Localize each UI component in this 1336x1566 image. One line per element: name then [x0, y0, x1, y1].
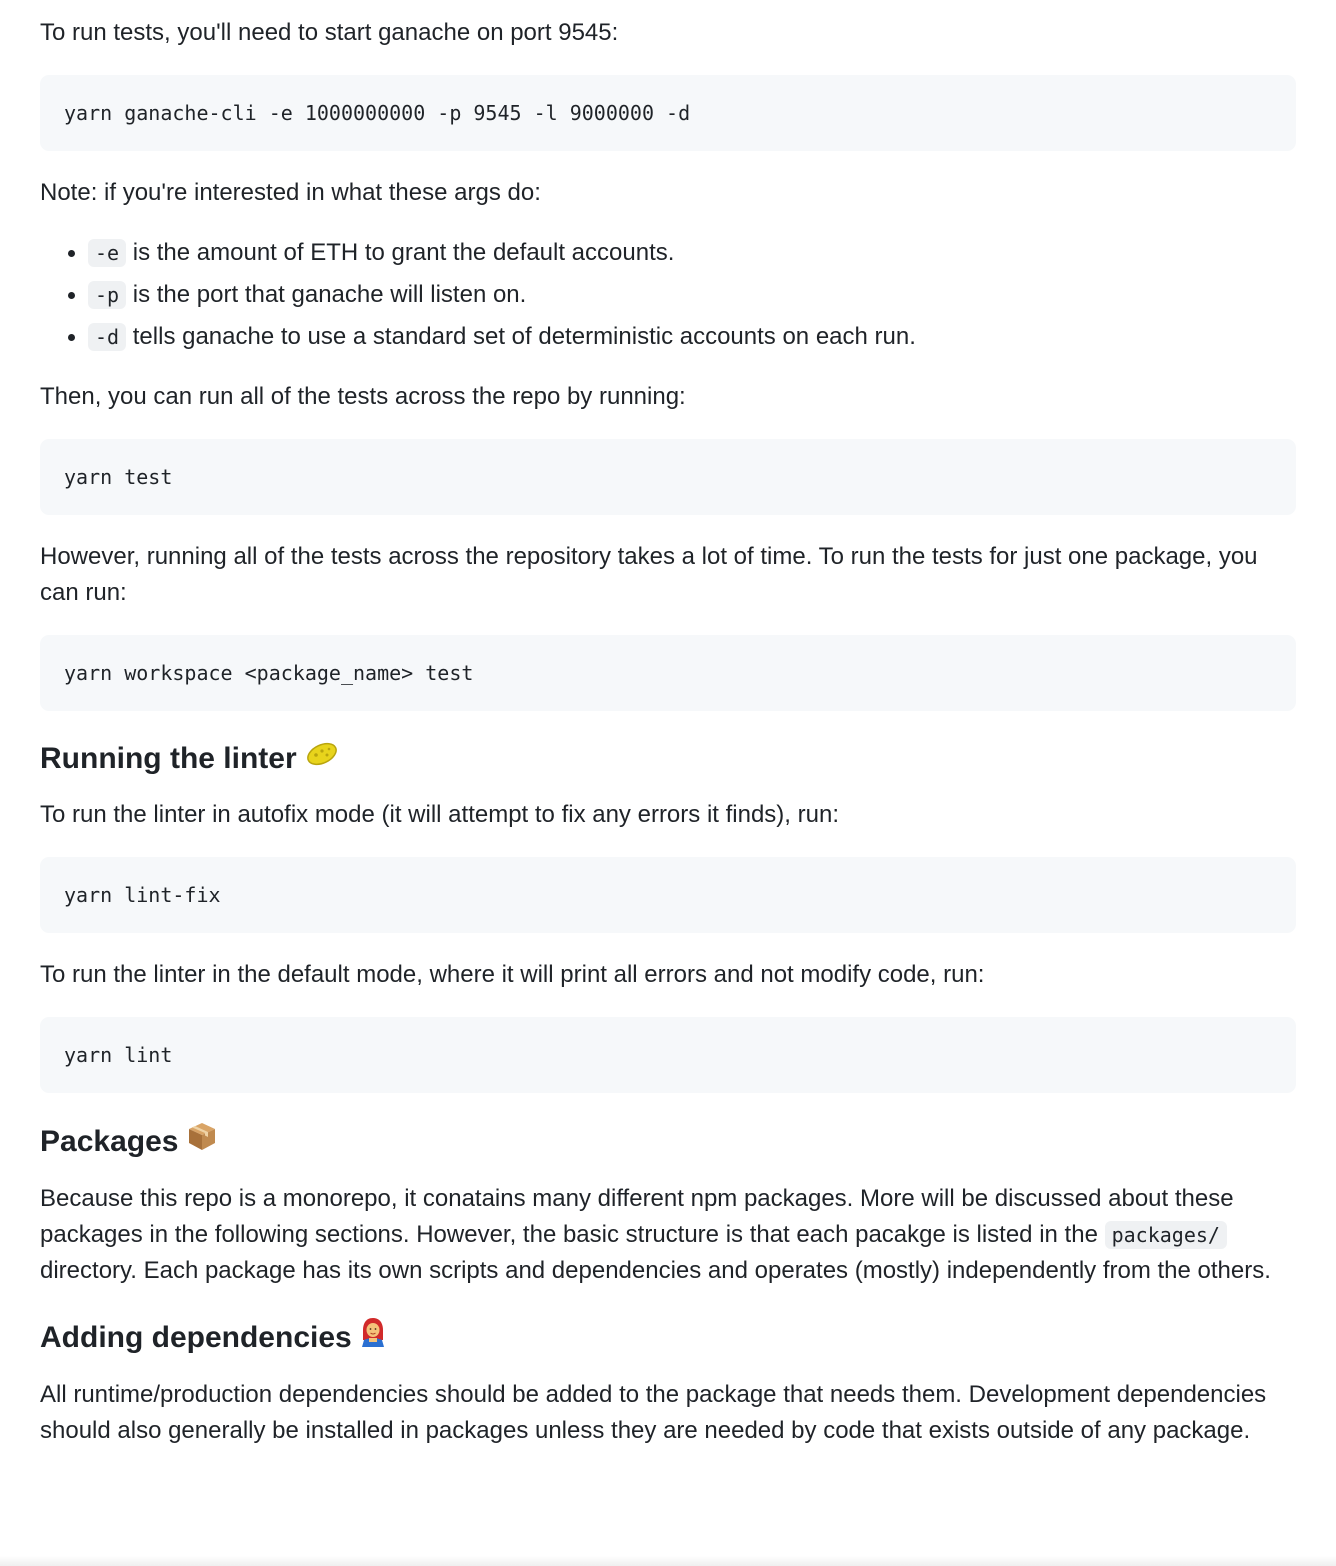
run-all-tests-block[interactable]: yarn test [40, 439, 1296, 515]
args-list [40, 235, 1296, 355]
ganache-command-block[interactable]: yarn ganache-cli -e 1000000000 -p 9545 -l 9000000 -d [40, 75, 1296, 151]
deps-heading-text: Adding dependencies [40, 1320, 352, 1354]
bottom-fade [0, 1556, 1336, 1566]
packages-text [40, 1181, 1296, 1289]
default-lint-intro: To run the linter in the default mode, where it will print all errors and not modify code, run: [40, 961, 985, 988]
packages-text-before: Because this repo is a monorepo, it conatains many different npm packages. More will be discussed about these packages in the following sections. However, the basic structure is that each pacakge is listed in the [40, 1185, 1234, 1248]
autofix-intro: To run the linter in autofix mode (it will attempt to fix any errors it finds), run: [40, 801, 839, 828]
deps-heading [40, 1316, 1296, 1359]
list-item [88, 235, 1296, 271]
args-note: Note: if you're interested in what these args do: [40, 179, 541, 206]
flag-p-desc: is the port that ganache will listen on. [126, 281, 527, 308]
run-all-intro: Then, you can run all of the tests across the repo by running: [40, 383, 686, 410]
run-one-intro: However, running all of the tests across the repository takes a lot of time. To run the tests for just one package, you can run: [40, 543, 1258, 606]
linter-heading-text: Running the linter [40, 741, 297, 775]
deps-text: All runtime/production dependencies should be added to the package that needs them. Development dependencies should also generally be installed in packages unless they are needed by code that exists outside of any package. [40, 1381, 1267, 1444]
packages-text-after: directory. Each package has its own scripts and dependencies and operates (mostly) independently from the others. [40, 1257, 1271, 1284]
flag-d-code: -d [88, 323, 126, 351]
flag-e-code: -e [88, 239, 126, 267]
packages-heading-text: Packages [40, 1124, 179, 1158]
tests-intro: To run tests, you'll need to start ganache on port 9545: [40, 19, 619, 46]
lint-block[interactable]: yarn lint [40, 1017, 1296, 1093]
flag-d-desc: tells ganache to use a standard set of deterministic accounts on each run. [126, 323, 916, 350]
woman-with-headscarf-icon [360, 1316, 386, 1359]
package-box-icon [186, 1120, 218, 1163]
packages-dir-code: packages/ [1105, 1221, 1227, 1249]
flag-p-code: -p [88, 281, 126, 309]
sponge-icon [305, 738, 339, 779]
list-item [88, 277, 1296, 313]
linter-heading [40, 738, 1296, 779]
list-item [88, 319, 1296, 355]
lint-fix-block[interactable]: yarn lint-fix [40, 857, 1296, 933]
run-one-test-block[interactable]: yarn workspace <package_name> test [40, 635, 1296, 711]
flag-e-desc: is the amount of ETH to grant the default accounts. [126, 239, 675, 266]
readme-content [40, 15, 1296, 1473]
packages-heading [40, 1120, 1296, 1163]
